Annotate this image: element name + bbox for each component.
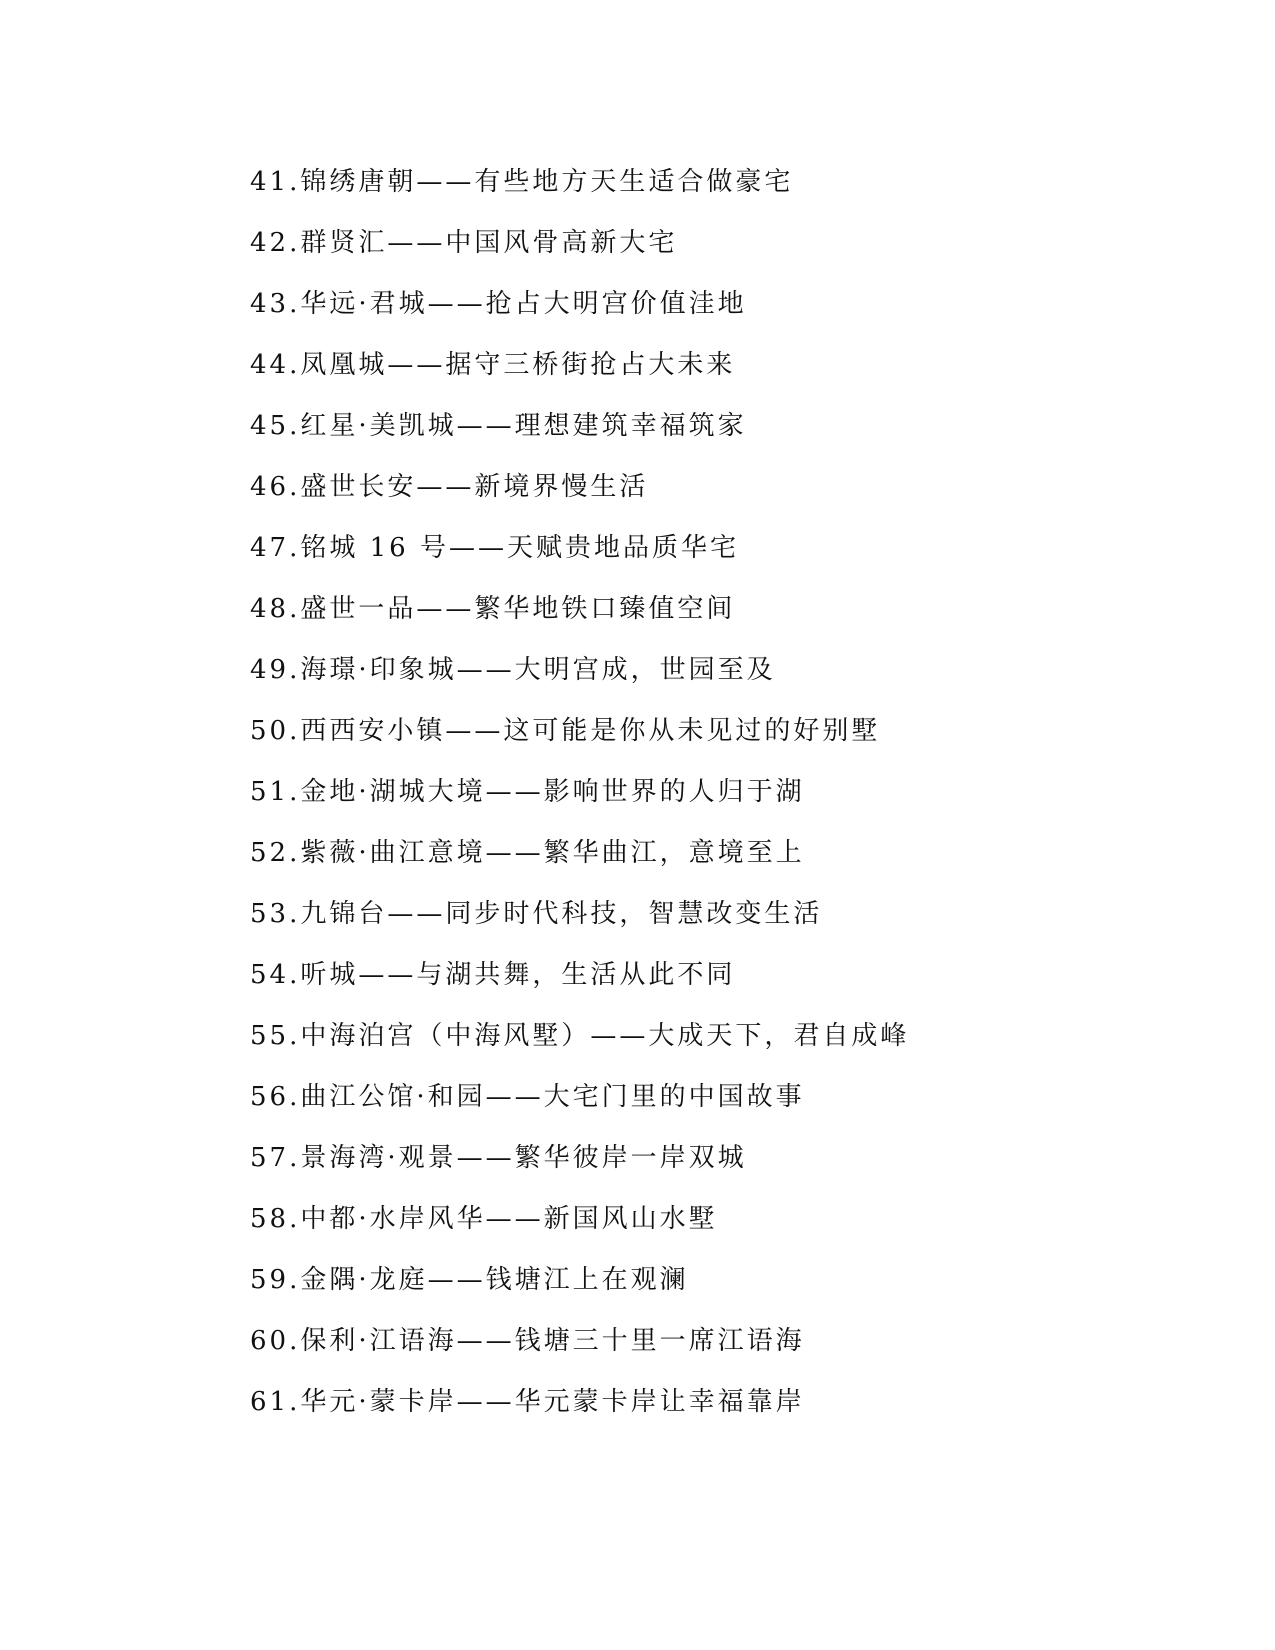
list-item: 43.华远·君城——抢占大明宫价值洼地 bbox=[250, 289, 747, 319]
list-item: 41.锦绣唐朝——有些地方天生适合做豪宅 bbox=[250, 167, 794, 197]
list-item: 45.红星·美凯城——理想建筑幸福筑家 bbox=[250, 411, 747, 441]
list-item: 46.盛世长安——新境界慢生活 bbox=[250, 472, 649, 502]
list-item: 50.西西安小镇——这可能是你从未见过的好别墅 bbox=[250, 716, 881, 746]
list-item: 59.金隅·龙庭——钱塘江上在观澜 bbox=[250, 1265, 689, 1295]
list-item: 58.中都·水岸风华——新国风山水墅 bbox=[250, 1204, 718, 1234]
slogan-list bbox=[250, 160, 909, 1441]
list-item: 49.海璟·印象城——大明宫成，世园至及 bbox=[250, 655, 776, 685]
list-item: 57.景海湾·观景——繁华彼岸一岸双城 bbox=[250, 1143, 747, 1173]
list-item: 52.紫薇·曲江意境——繁华曲江，意境至上 bbox=[250, 838, 805, 868]
list-item: 47.铭城 16 号——天赋贵地品质华宅 bbox=[250, 533, 739, 563]
list-item: 48.盛世一品——繁华地铁口臻值空间 bbox=[250, 594, 736, 624]
list-item: 61.华元·蒙卡岸——华元蒙卡岸让幸福靠岸 bbox=[250, 1387, 805, 1417]
list-item: 56.曲江公馆·和园——大宅门里的中国故事 bbox=[250, 1082, 805, 1112]
list-item: 53.九锦台——同步时代科技，智慧改变生活 bbox=[250, 899, 823, 929]
list-item: 51.金地·湖城大境——影响世界的人归于湖 bbox=[250, 777, 805, 807]
list-item: 42.群贤汇——中国风骨高新大宅 bbox=[250, 228, 678, 258]
list-item: 54.听城——与湖共舞，生活从此不同 bbox=[250, 960, 736, 990]
list-item: 44.凤凰城——据守三桥街抢占大未来 bbox=[250, 350, 736, 380]
list-item: 55.中海泊宫（中海风墅）——大成天下，君自成峰 bbox=[250, 1021, 910, 1051]
list-item: 60.保利·江语海——钱塘三十里一席江语海 bbox=[250, 1326, 805, 1356]
